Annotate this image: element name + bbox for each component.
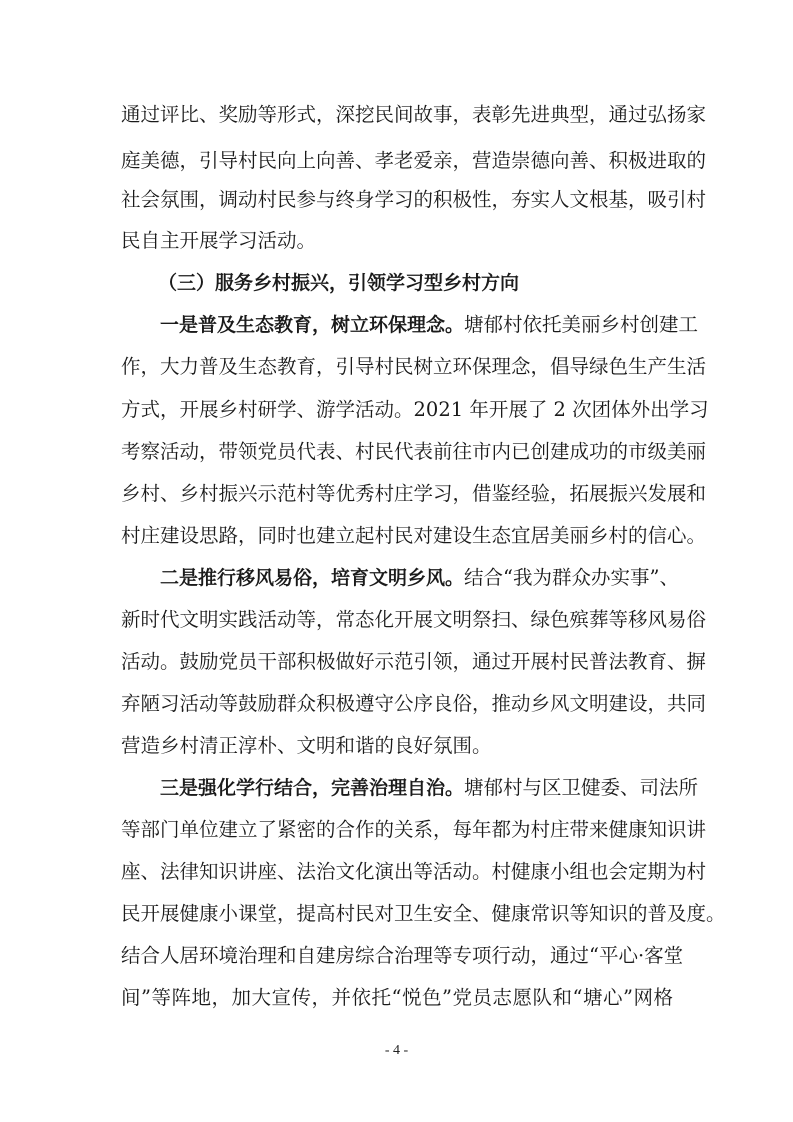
text-line: 乡村、乡村振兴示范村等优秀村庄学习，借鉴经验，拓展振兴发展和: [121, 482, 707, 505]
paragraph-lead: 三是强化学行结合，完善治理自治。: [160, 777, 465, 799]
text-line: 新时代文明实践活动等，常态化开展文明祭扫、绿色殡葬等移风易俗: [121, 608, 707, 631]
text-line: 通过评比、奖励等形式，深挖民间故事，表彰先进典型，通过弘扬家: [121, 103, 707, 126]
text-line: 等部门单位建立了紧密的合作的关系，每年都为村庄带来健康知识讲: [121, 818, 707, 841]
text-line: 间”等阵地，加大宣传，并依托“悦色”党员志愿队和“塘心”网格: [121, 986, 673, 1009]
paragraph-first-line: [160, 563, 679, 593]
page-number: - 4 -: [384, 1043, 409, 1058]
text-line: 作，大力普及生态教育，引导村民树立环保理念，倡导绿色生产生活: [121, 355, 707, 378]
text-line: 村庄建设思路，同时也建立起村民对建设生态宜居美丽乡村的信心。: [121, 524, 707, 547]
text-line: 社会氛围，调动村民参与终身学习的积极性，夯实人文根基，吸引村: [121, 188, 707, 211]
text-line: 弃陋习活动等鼓励群众积极遵守公序良俗，推动乡风文明建设，共同: [121, 692, 707, 715]
text-line: 营造乡村清正淳朴、文明和谐的良好氛围。: [121, 734, 492, 757]
paragraph-text: 塘郁村依托美丽乡村创建工: [464, 313, 699, 336]
paragraph-first-line: [160, 773, 699, 803]
paragraph-first-line: [160, 310, 699, 340]
text-line: 庭美德，引导村民向上向善、孝老爱亲，营造崇德向善、积极进取的: [121, 149, 707, 172]
text-line: 民自主开展学习活动。: [121, 229, 317, 252]
paragraph-lead: 二是推行移风易俗，培育文明乡风。: [160, 567, 465, 589]
text-line: 民开展健康小课堂，提高村民对卫生安全、健康常识等知识的普及度。: [121, 902, 726, 925]
section-heading: （三）服务乡村振兴，引领学习型乡村方向: [158, 272, 520, 294]
text-line: 方式，开展乡村研学、游学活动。2021 年开展了 2 次团体外出学习: [121, 398, 709, 421]
paragraph-lead: 一是普及生态教育，树立环保理念。: [160, 314, 465, 336]
text-line: 活动。鼓励党员干部积极做好示范引领，通过开展村民普法教育、摒: [121, 650, 707, 673]
paragraph-text: 塘郁村与区卫健委、司法所: [464, 776, 699, 799]
text-line: 结合人居环境治理和自建房综合治理等专项行动，通过“平心·客堂: [121, 944, 684, 967]
paragraph-text: 结合“我为群众办实事”、: [464, 566, 679, 589]
text-line: 考察活动，带领党员代表、村民代表前往市内已创建成功的市级美丽: [121, 440, 707, 463]
text-line: 座、法律知识讲座、法治文化演出等活动。村健康小组也会定期为村: [121, 860, 707, 883]
